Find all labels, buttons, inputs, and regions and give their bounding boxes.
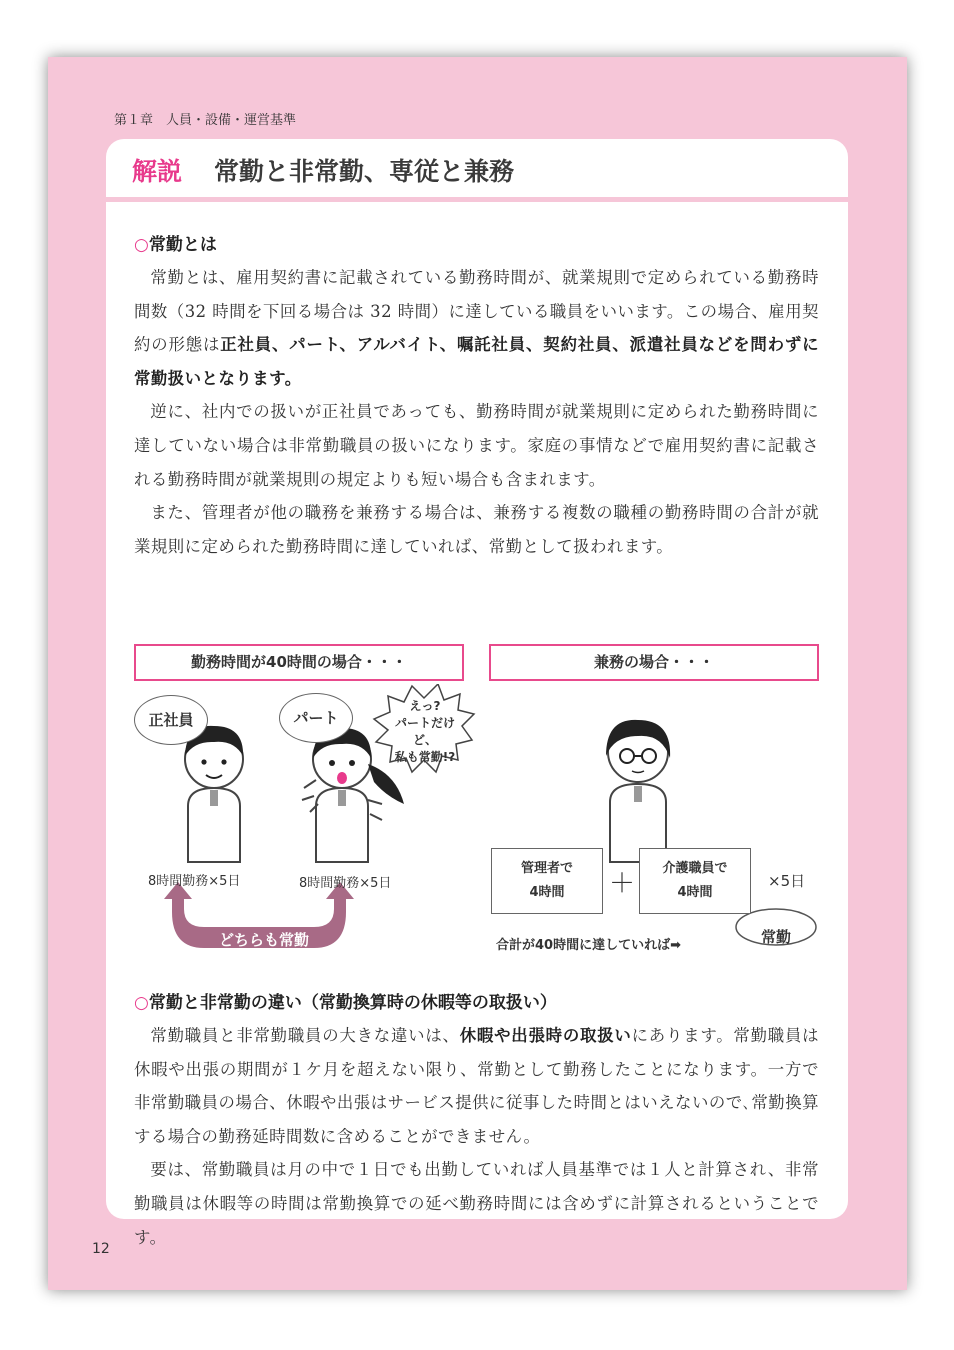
part-bubble: パート [279,693,353,743]
hours-seishain: 8時間勤務×5日 [148,874,241,889]
manager-figure-icon [606,720,670,862]
both-jokin-label: どちらも常勤 [218,931,309,949]
left-case-label: 勤務時間が40時間の場合・・・ [134,644,464,681]
boy-figure-icon [185,726,243,862]
page-title: 常勤と非常勤、専従と兼務 [214,157,515,186]
page [48,57,907,1290]
paragraph: 要は、常勤職員は月の中で１日でも出勤していれば人員基準では１人と計算され、非常勤職員は休暇等の時間は常勤換算での延べ勤務時間には含めずに計算されるということです。 [134,1160,819,1247]
paragraph: 常勤職員と非常勤職員の大きな違いは、休暇や出張時の取扱いにあります。常勤職員は休暇や出張の期間が１ケ月を超えない限り、常勤として勤務したことになります。一方で非常勤職員の場合、休暇や出張はサービス提供に従事した時間とはいえないので､常勤換算する場合の勤務延時間数に含めることができません。 [134,1026,820,1146]
chapter-label: 第１章 人員・設備・運営基準 [114,113,297,128]
emphasis: 休暇や出張時の取扱い [459,1026,632,1045]
title-bar [106,139,848,202]
right-case-label: 兼務の場合・・・ [489,644,819,681]
seishain-bubble: 正社員 [134,695,208,745]
page-number: 12 [92,1241,110,1257]
section-heading [134,229,819,261]
thought-text: えっ? パートだけど、 私も常勤!? [394,699,456,764]
paragraph: また、管理者が他の職務を兼務する場合は、兼務する複数の職種の勤務時間の合計が就業規則に定められた勤務時間に達していれば、常勤として扱われます。 [134,503,819,556]
content-card [106,139,848,1247]
total-condition: 合計が40時間に達していれば➡ [496,938,681,953]
care-hours-box: 介護職員で 4時間 [639,848,751,914]
circle-bullet-icon: ○ [134,235,149,255]
paragraph: 逆に、社内での扱いが正社員であっても、勤務時間が就業規則に定められた勤務時間に達していない場合は非常勤職員の扱いになります。家庭の事情などで雇用契約書に記載される勤務時間が就業規則の規定よりも短い場合も含まれます。 [134,402,819,489]
times-five: ×5日 [768,872,806,890]
section-jokin [134,229,819,563]
paragraph: 常勤とは、雇用契約書に記載されている勤務時間が、就業規則で定められている勤務時間数（32 時間を下回る場合は 32 時間）に達している職員をいいます。この場合、雇用契約の形態は正社員、パート、アルバイト、嘱託社員、契約社員、派遣社員などを問わずに常勤扱いとなります。 [134,268,819,388]
manager-hours-box: 管理者で 4時間 [491,848,603,914]
section-difference [134,987,819,1254]
section-heading [134,987,819,1019]
hours-part: 8時間勤務×5日 [299,876,392,891]
illustration [106,644,848,964]
title-tag: 解説 [132,157,183,186]
heading-text: 常勤と非常勤の違い（常勤換算時の休暇等の取扱い） [148,993,557,1013]
heading-text: 常勤とは [148,235,217,255]
circle-bullet-icon: ○ [134,993,149,1013]
plus-sign: ＋ [609,869,636,899]
emphasis: 正社員、パート、アルバイト、嘱託社員、契約社員、派遣社員などを問わずに常勤扱いとなります。 [134,335,819,388]
result-label: 常勤 [760,928,791,946]
